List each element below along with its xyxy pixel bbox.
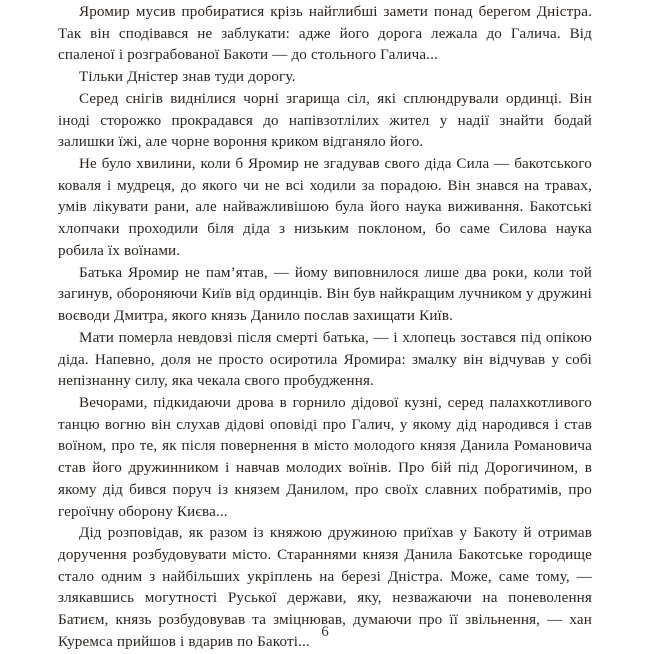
- paragraph: Не було хвилини, коли б Яромир не згадував свого діда Сила — бакотського коваля і мудреця, до якого чи не всі ходили за порадою. Він знався на травах, умів лікувати рани, але найважливішою була його наука виживання. Бакотські хлопчаки проходили біля діда з низьким поклоном, бо саме Силова наука робила їх воїнами.: [58, 156, 592, 259]
- paragraph: Тільки Дністер знав туди дорогу.: [79, 69, 296, 86]
- paragraph: Серед снігів виднілися чорні згарища сіл, які сплюндрували ординці. Він іноді сторожко прокрадався до напівзотлілих жител у надії знайти бодай залишки їжі, але чорне вороння криком відганяло його.: [58, 90, 592, 151]
- page-number: 6: [321, 624, 329, 640]
- paragraph: Дід розповідав, як разом із княжою дружиною приїхав у Бакоту й отримав доручення розбудовувати місто. Стараннями князя Данила Бакотське городище стало одним з найбільших укріплень на березі Дністра. Може, саме тому, — злякавшись могутності Руської держави, яку, незважаючи на поневолення Батиєм, князь розбудовував та зміцнював, думаючи про її звільнення, — хан Куремса прийшов і вдарив по Бакоті...: [58, 525, 592, 650]
- body-text-block: [58, 2, 592, 654]
- paragraph: Яромир мусив пробиратися крізь найглибші замети понад берегом Дністра. Так він сподівався не заблукати: адже його дорога лежала до Галича. Від спаленої і розграбованої Бакоти — до стольного Галича...: [58, 4, 592, 64]
- paragraph: Батька Яромир не пам’ятав, — йому виповнилося лише два роки, коли той загинув, обороняючи Київ від ординців. Він був найкращим лучником у дружині воєводи Дмитра, якого князь Данило послав захищати Київ.: [58, 264, 592, 325]
- paragraph: Вечорами, підкидаючи дрова в горнило дідової кузні, серед палахкотливого танцю вогню він слухав дідові оповіді про Галич, у якому дід народився і став воїном, про те, як після повернення в місто молодого князя Данила Романовича став його дружинником і навчав молодих воїнів. Про бій під Дорогичином, в якому дід бився поруч із князем Данилом, про своїх славних побратимів, про героїчну оборону Києва...: [58, 394, 592, 520]
- paragraph: Мати померла невдовзі після смерті батька, — і хлопець зостався під опікою діда. Напевно, доля не просто осиротила Яромира: змалку він відчував у собі непізнанну силу, яка чекала свого пробудження.: [58, 329, 592, 390]
